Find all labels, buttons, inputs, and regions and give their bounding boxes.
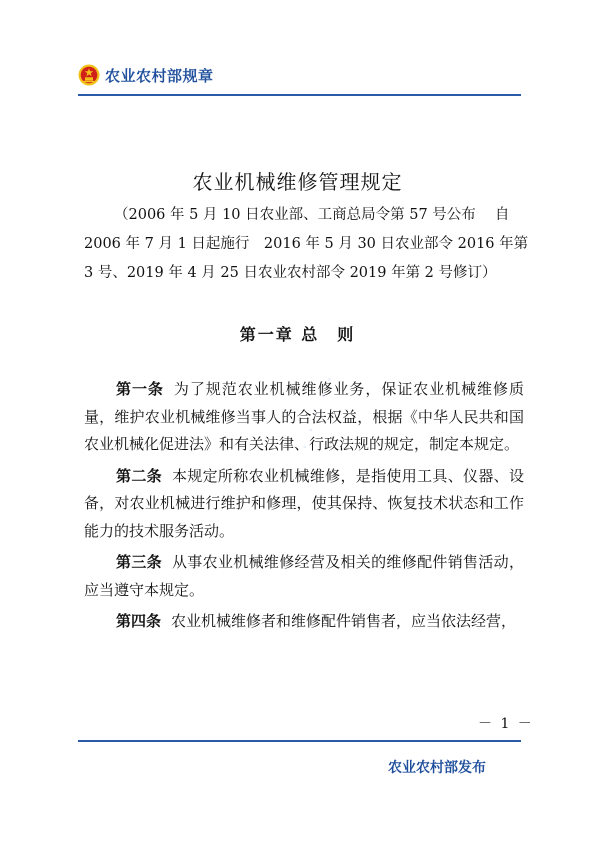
article-number: 第二条 [116,466,162,485]
article-paragraph [84,608,524,636]
article-paragraph [84,463,524,546]
article-text: 从事农业机械维修经营及相关的维修配件销售活动，应当遵守本规定。 [84,553,524,599]
article-number: 第四条 [116,612,162,630]
article-number: 第一条 [116,380,164,398]
header-title: 农业农村部规章 [105,66,214,85]
page-header [78,64,214,86]
footer-divider [78,740,521,742]
article-text: 为了规范农业机械维修业务，保证农业机械维修质量，维护农业机械维修当事人的合法权益，根据《中华人民共和国农业机械化促进法》和有关法律、行政法规的规定，制定本规定。 [84,380,524,453]
revision-note [84,201,529,288]
article-paragraph [84,376,524,459]
footer-publisher: 农业农村部发布 [388,760,486,776]
document-title: 农业机械维修管理规定 [192,170,403,194]
article-number: 第三条 [116,553,162,571]
national-emblem-icon [78,64,100,86]
article-text: 本规定所称农业机械维修，是指使用工具、仪器、设备，对农业机械进行维护和修理，使其保持、恢复技术状态和工作能力的技术服务活动。 [84,466,524,540]
article-paragraph [84,549,524,604]
revision-note-line: （2006 年 5 月 10 日农业部、工商总局令第 57 号公布 自 [114,207,510,223]
chapter-heading: 第一章 总 则 [239,325,356,344]
revision-note-line: 3 号、2019 年 4 月 25 日农业农村部令 2019 年第 2 号修订） [84,265,497,281]
article-text: 农业机械维修者和维修配件销售者，应当依法经营， [171,612,517,630]
watermark: · · · · · [292,370,345,455]
revision-note-line: 2006 年 7 月 1 日起施行 2016 年 5 月 30 日农业部令 2016 年第 [84,236,529,252]
document-body [84,376,524,640]
header-divider [78,94,521,96]
page-number: － 1 － [478,716,534,732]
